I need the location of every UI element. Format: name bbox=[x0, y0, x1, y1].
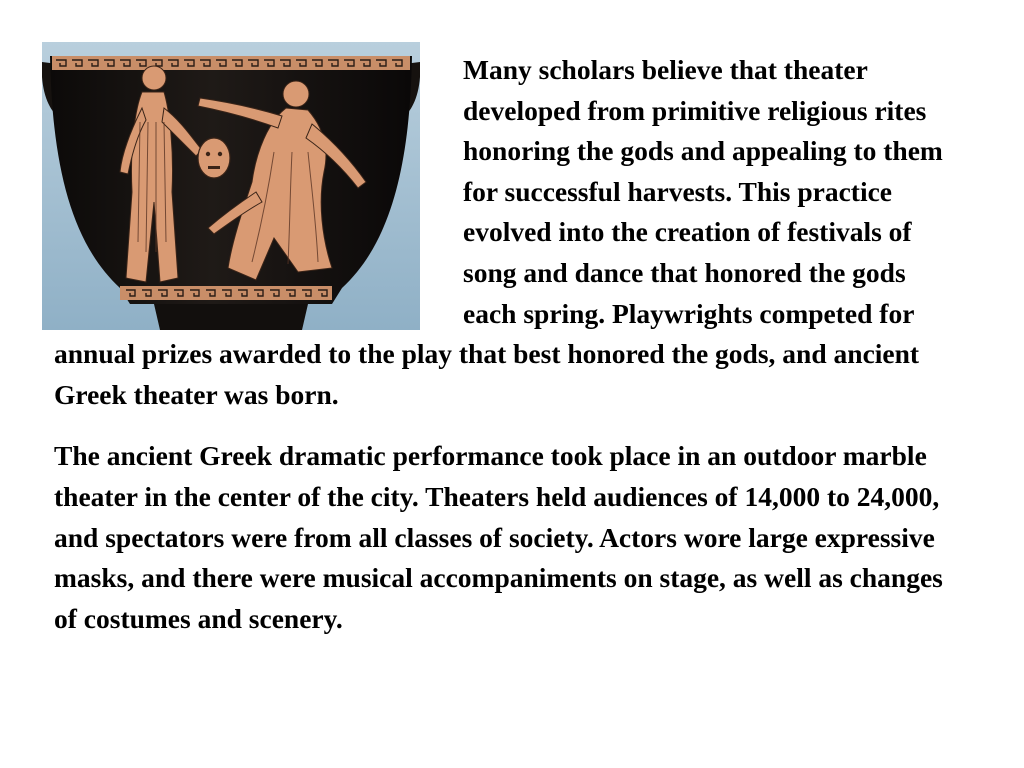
image-spacer bbox=[54, 50, 463, 334]
paragraph-origins: Many scholars believe that theater developed from primitive religious rites honoring the gods and appealing to them for successful harvests. This practice evolved into the creation of festivals of song and dance that honored the gods each spring. Playwrights competed for annual prizes awarded to the play that best honored the gods, and ancient Greek theater was born. bbox=[54, 54, 943, 410]
body-text bbox=[54, 50, 964, 639]
paragraph-performance: The ancient Greek dramatic performance took place in an outdoor marble theater in the center of the city. Theaters held audiences of 14,000 to 24,000, and spectators were from all classes of society. Actors wore large expressive masks, and there were musical accompaniments on stage, as well as changes of costumes and scenery. bbox=[54, 440, 943, 634]
